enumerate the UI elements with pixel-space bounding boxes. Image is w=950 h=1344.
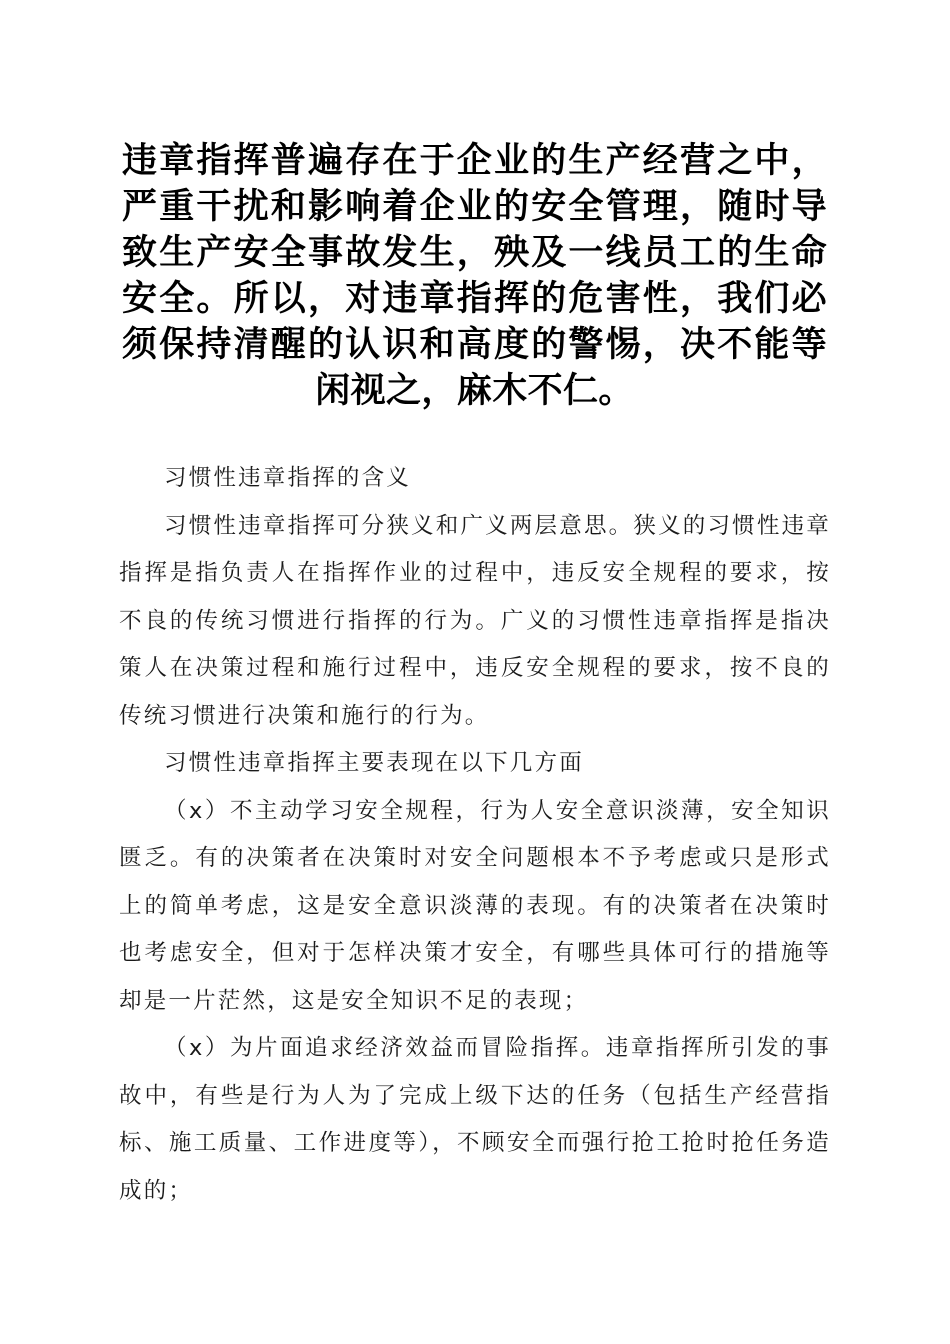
- section-heading-definition: 习惯性违章指挥的含义: [164, 465, 412, 491]
- paragraph-item-1: （x）不主动学习安全规程，行为人安全意识淡薄，安全知识匮乏。有的决策者在决策时对安全问题根本不予考虑或只是形式上的简单考虑，这是安全意识淡薄的表现。有的决策者在决策时也考虑安全，但对于怎样决策才安全，有哪些具体可行的措施等却是一片茫然，这是安全知识不足的表现；: [119, 797, 831, 1014]
- paragraph-item-2: （x）为片面追求经济效益而冒险指挥。违章指挥所引发的事故中，有些是行为人为了完成上级下达的任务（包括生产经营指标、施工质量、工作进度等），不顾安全而强行抢工抢时抢任务造成的；: [119, 1035, 831, 1204]
- section-heading-manifestations: 习惯性违章指挥主要表现在以下几方面: [164, 750, 584, 776]
- paragraph-definition: 习惯性违章指挥可分狭义和广义两层意思。狭义的习惯性违章指挥是指负责人在指挥作业的过程中，违反安全规程的要求，按不良的传统习惯进行指挥的行为。广义的习惯性违章指挥是指决策人在决策过程和施行过程中，违反安全规程的要求，按不良的传统习惯进行决策和施行的行为。: [119, 512, 831, 729]
- document-title: 违章指挥普遍存在于企业的生产经营之中，严重干扰和影响着企业的安全管理，随时导致生产安全事故发生，殃及一线员工的生命安全。所以，对违章指挥的危害性，我们必须保持清醒的认识和高度的警惕，决不能等闲视之，麻木不仁。: [122, 140, 827, 411]
- document-body: [119, 455, 831, 1215]
